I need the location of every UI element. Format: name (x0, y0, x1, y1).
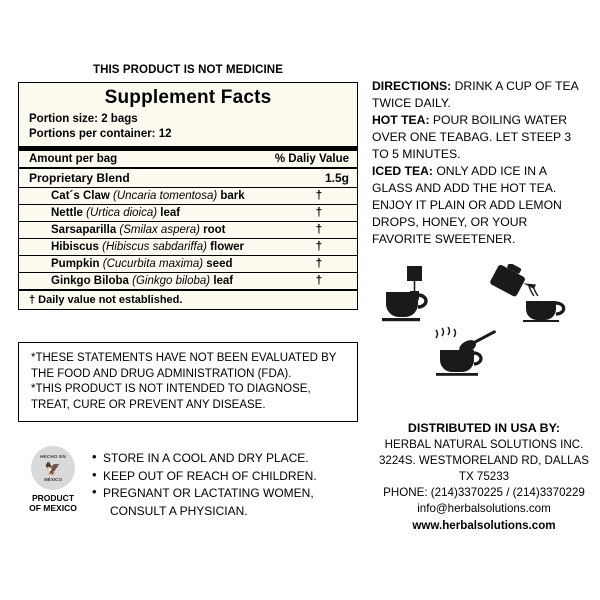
table-row (19, 256, 357, 272)
table-row (19, 222, 357, 238)
fda-disclaimer-box (18, 342, 358, 422)
directions-paragraph (372, 78, 586, 112)
pour-kettle-icon (482, 264, 566, 322)
distributor-address: 3224S. WESTMORELAND RD, DALLAS TX 75233 (378, 454, 590, 483)
directions-text: DRINK A CUP OF TEA TWICE DAILY. (372, 79, 579, 110)
portion-info (19, 111, 357, 142)
table-row-blend (19, 169, 357, 187)
list-item: • STORE IN A COOL AND DRY PLACE. (92, 450, 357, 467)
list-item-continuation: CONSULT A PHYSICIAN. (110, 503, 248, 518)
ingredient-dv: † (315, 190, 323, 202)
column-header-daily-value: % Daliy Value (274, 153, 349, 165)
distributor-block (372, 420, 596, 534)
disclaimer-line-1: *THESE STATEMENTS HAVE NOT BEEN EVALUATED BY (31, 352, 337, 364)
iced-tea-label: ICED TEA: (372, 164, 433, 178)
seal-icon (31, 446, 75, 490)
tea-preparation-icons (372, 262, 586, 382)
hot-tea-label: HOT TEA: (372, 113, 430, 127)
ingredient-name: Hibiscus (Hibiscus sabdariffa) flower (51, 241, 245, 253)
directions-label: DIRECTIONS: (372, 79, 452, 93)
distributor-email[interactable]: info@herbalsolutions.com (417, 502, 551, 515)
list-item (92, 485, 357, 502)
ingredient-dv: † (315, 275, 323, 287)
hot-tea-text: POUR BOILING WATER OVER ONE TEABAG. LET STEEP 3 TO 5 MINUTES. (372, 113, 572, 161)
ingredient-name: Sarsaparilla (Smilax aspera) root (51, 224, 226, 236)
ingredient-dv: † (315, 241, 323, 253)
hot-tea-paragraph (372, 112, 586, 163)
made-in-mexico-seal (22, 446, 84, 513)
list-item: • KEEP OUT OF REACH OF CHILDREN. (92, 468, 357, 485)
table-row (19, 205, 357, 221)
seal-caption-line-1: PRODUCT (31, 493, 75, 503)
table-row (19, 239, 357, 255)
ingredient-dv: † (315, 207, 323, 219)
daily-value-footnote: † Daily value not established. (29, 294, 183, 306)
blend-amount: 1.5g (324, 171, 349, 185)
distributor-phone: PHONE: (214)3370225 / (214)3370229 (383, 486, 585, 499)
ingredient-dv: † (315, 224, 323, 236)
list-item-text: PREGNANT OR LACTATING WOMEN, (103, 486, 314, 500)
iced-tea-text: ONLY ADD ICE IN A GLASS AND ADD THE HOT TEA. ENJOY IT PLAIN OR ADD LEMON DROPS, HONEY, OR YOUR FAVORITE SWEETENER. (372, 164, 562, 246)
distributor-heading: DISTRIBUTED IN USA BY: (407, 421, 561, 435)
warnings-list (92, 450, 357, 519)
ingredient-name: Cat´s Claw (Uncaria tomentosa) bark (51, 190, 245, 202)
ingredient-name: Pumpkin (Cucurbita maxima) seed (51, 258, 233, 270)
table-row (19, 188, 357, 204)
supplement-facts-title: Supplement Facts (104, 87, 272, 108)
ingredient-name: Ginkgo Biloba (Ginkgo biloba) leaf (51, 275, 234, 287)
distributor-company: HERBAL NATURAL SOLUTIONS INC. (384, 438, 584, 451)
spoon-steam-cup-icon (430, 324, 508, 380)
seal-caption-line-2: OF MEXICO (29, 503, 77, 513)
column-header-amount: Amount per bag (29, 153, 118, 165)
seal-text-bottom: MÉXICO (43, 477, 63, 482)
disclaimer-line-2: THE FOOD AND DRUG ADMINISTRATION (FDA). (31, 367, 292, 380)
table-row (19, 273, 357, 289)
ingredient-dv: † (315, 258, 323, 270)
ingredient-name: Nettle (Urtica dioica) leaf (51, 207, 181, 219)
supplement-facts-panel (18, 82, 358, 310)
eagle-icon: 🦅 (44, 461, 62, 476)
seal-text-top: HECHO EN (40, 454, 66, 459)
table-header-row (19, 151, 357, 167)
portion-size: Portion size: 2 bags (29, 113, 138, 125)
iced-tea-paragraph (372, 163, 586, 248)
teabag-in-cup-icon (380, 264, 442, 322)
directions-block (372, 78, 586, 248)
disclaimer-line-3: *THIS PRODUCT IS NOT INTENDED TO DIAGNOSE, (31, 383, 311, 395)
blend-label: Proprietary Blend (29, 171, 130, 185)
portions-per-container: Portions per container: 12 (29, 128, 172, 140)
not-medicine-heading: THIS PRODUCT IS NOT MEDICINE (92, 64, 283, 76)
distributor-website[interactable]: www.herbalsolutions.com (412, 519, 556, 532)
disclaimer-line-4: TREAT, CURE OR PREVENT ANY DISEASE. (31, 398, 266, 411)
